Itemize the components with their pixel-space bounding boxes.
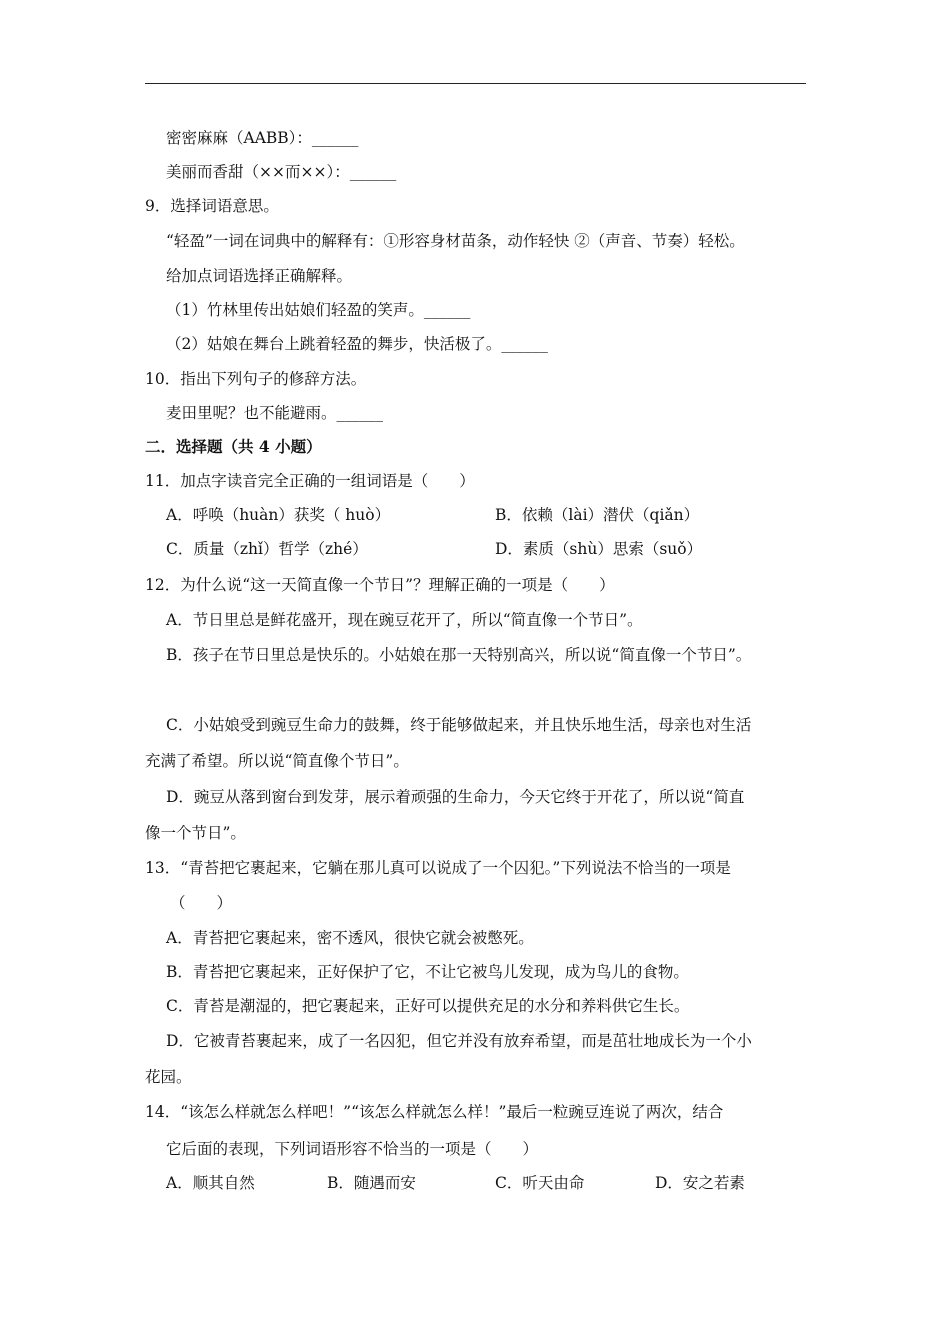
q13-option-c: C．青苔是潮湿的，把它裹起来，正好可以提供充足的水分和养料供它生长。 [166, 997, 690, 1015]
q14-prompt: 它后面的表现，下列词语形容不恰当的一项是（ ） [166, 1140, 539, 1158]
q13-option-d-line2: 花园。 [145, 1068, 192, 1086]
q11-option-d: D．素质（shù）思索（suǒ） [495, 540, 703, 558]
q9-item-1: （1）竹林里传出姑娘们轻盈的笑声。______ [166, 301, 471, 319]
q9-definition: “轻盈”一词在词典中的解释有：①形容身材苗条，动作轻快 ②（声音、节奏）轻松。 [166, 232, 745, 250]
question-13: 13．“青苔把它裹起来，它躺在那儿真可以说成了一个囚犯。”下列说法不恰当的一项是 [145, 859, 731, 877]
question-11: 11．加点字读音完全正确的一组词语是（ ） [145, 472, 475, 490]
q12-option-c-line1: C．小姑娘受到豌豆生命力的鼓舞，终于能够做起来，并且快乐地生活，母亲也对生活 [166, 716, 752, 734]
q14-option-d: D．安之若素 [655, 1174, 745, 1192]
q13-paren: （ ） [170, 894, 233, 912]
q13-option-d-line1: D．它被青苔裹起来，成了一名囚犯，但它并没有放弃希望，而是茁壮地成长为一个小 [166, 1032, 752, 1050]
abbb-prompt: 密密麻麻（AABB）：______ [166, 129, 359, 147]
question-10: 10．指出下列句子的修辞方法。 [145, 370, 367, 388]
q13-option-a: A．青苔把它裹起来，密不透风，很快它就会被憋死。 [166, 929, 534, 947]
q12-option-d-line1: D．豌豆从落到窗台到发芽，展示着顽强的生命力，今天它终于开花了，所以说“简直 [166, 788, 745, 806]
q13-option-b: B．青苔把它裹起来，正好保护了它，不让它被鸟儿发现，成为鸟儿的食物。 [166, 963, 689, 981]
q12-option-c-line2: 充满了希望。所以说“简直像个节日”。 [145, 752, 409, 770]
q12-option-d-line2: 像一个节日”。 [145, 824, 246, 842]
q11-option-b: B．依赖（lài）潜伏（qiǎn） [495, 506, 700, 524]
q9-item-2: （2）姑娘在舞台上跳着轻盈的舞步，快活极了。______ [166, 335, 548, 353]
question-14: 14．“该怎么样就怎么样吧！”“该怎么样就怎么样！”最后一粒豌豆连说了两次，结合 [145, 1103, 724, 1121]
question-12: 12．为什么说“这一天简直像一个节日”？理解正确的一项是（ ） [145, 576, 615, 594]
q12-option-a: A．节日里总是鲜花盛开，现在豌豆花开了，所以“简直像一个节日”。 [166, 611, 643, 629]
q14-option-a: A．顺其自然 [166, 1174, 255, 1192]
q14-option-c: C．听天由命 [495, 1174, 585, 1192]
q11-option-c: C．质量（zhǐ）哲学（zhé） [166, 540, 368, 558]
q10-sentence: 麦田里呢？也不能避雨。______ [166, 404, 384, 422]
section-2-heading: 二．选择题（共 4 小题） [145, 437, 322, 456]
question-9: 9．选择词语意思。 [145, 197, 279, 215]
xxer-prompt: 美丽而香甜（××而××）：______ [166, 163, 397, 181]
q9-instruction: 给加点词语选择正确解释。 [166, 267, 353, 285]
q11-option-a: A．呼唤（huàn）获奖（ huò） [166, 506, 391, 524]
q12-option-b: B．孩子在节日里总是快乐的。小姑娘在那一天特别高兴，所以说“简直像一个节日”。 [166, 646, 752, 664]
header-rule [145, 83, 806, 84]
q14-option-b: B．随遇而安 [327, 1174, 416, 1192]
